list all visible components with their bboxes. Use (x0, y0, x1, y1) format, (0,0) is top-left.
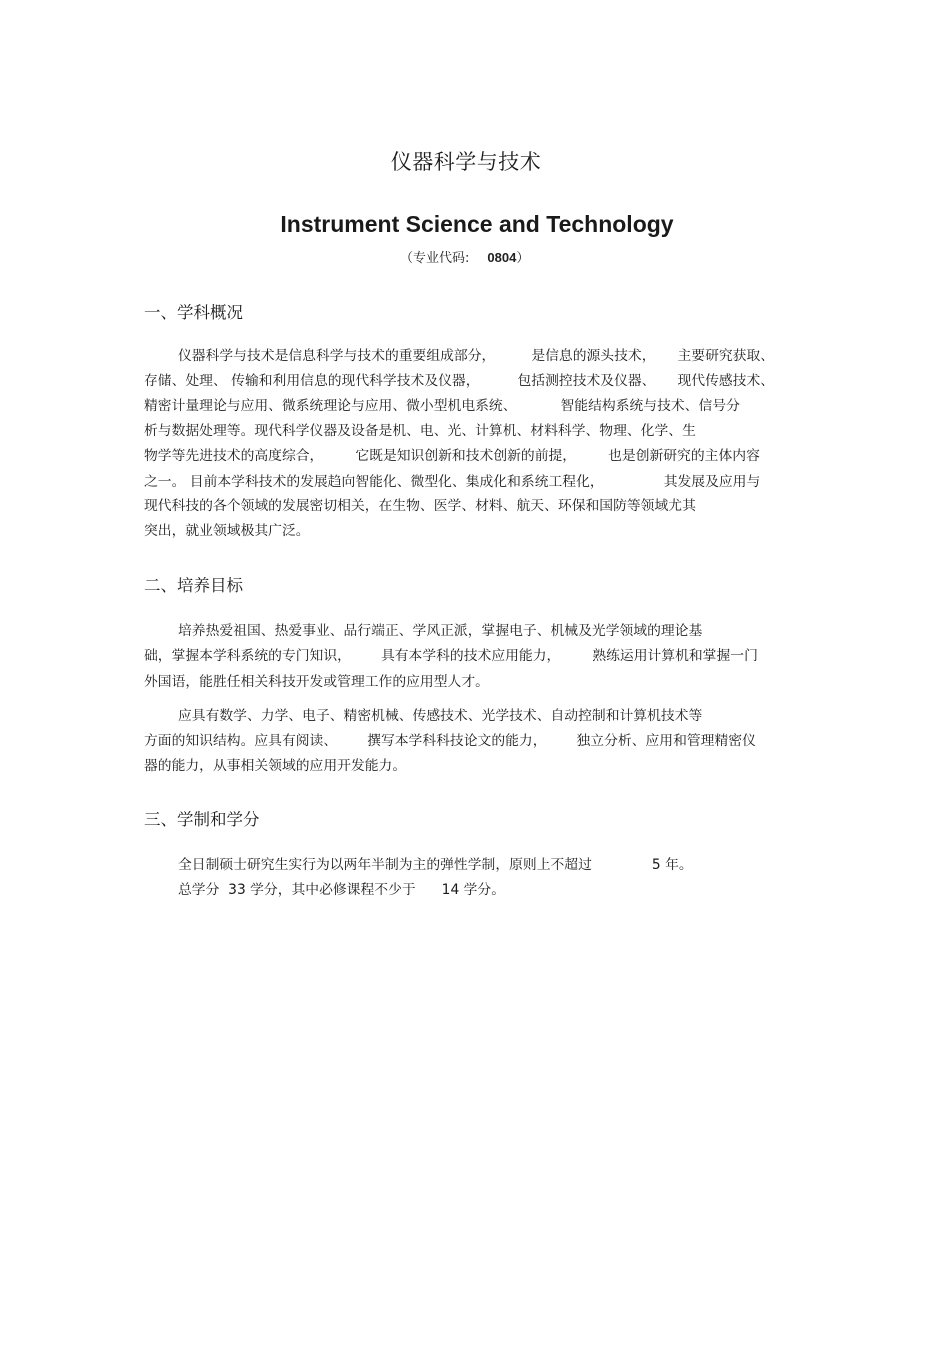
overview-line (144, 425, 696, 439)
goals-line (144, 760, 406, 774)
text-segment: 主要研究获取、 (677, 348, 775, 364)
text-segment: 突出，就业领域极其广泛。 (144, 523, 310, 539)
text-segment: 之一。 目前本学科技术的发展趋向智能化、微型化、集成化和系统工程化， (144, 474, 604, 490)
text-segment: 现代传感技术、 (677, 373, 775, 389)
goals-line (144, 735, 756, 749)
overview-line (178, 350, 774, 364)
text-segment: 培养热爱祖国、热爱事业、品行端正、学风正派，掌握电子、机械及光学领域的理论基 (178, 623, 703, 639)
discipline-code-close: ） (516, 251, 530, 266)
text-segment: 14 学分。 (441, 882, 506, 898)
section-heading-goals: 二、培养目标 (144, 576, 243, 595)
goals-line (144, 676, 489, 690)
overview-line (144, 450, 760, 464)
text-segment: 方面的知识结构。应具有阅读、 (144, 733, 338, 749)
discipline-code (400, 247, 529, 266)
goals-line (178, 710, 702, 724)
text-segment: 物学等先进技术的高度综合， (144, 448, 324, 464)
text-segment: 它既是知识创新和技术创新的前提， (355, 448, 577, 464)
text-segment: 外国语，能胜任相关科技开发或管理工作的应用型人才。 (144, 674, 489, 690)
overview-line (144, 525, 310, 539)
text-segment: 包括测控技术及仪器、 (517, 373, 656, 389)
goals-line (178, 625, 702, 639)
text-segment: 熟练运用计算机和掌握一门 (592, 648, 758, 664)
text-segment: 全日制硕士研究生实行为以两年半制为主的弹性学制，原则上不超过 (178, 857, 592, 873)
text-segment: 独立分析、应用和管理精密仪 (576, 733, 756, 749)
discipline-code-label: （专业代码: (400, 251, 470, 266)
overview-line (144, 400, 740, 414)
page-title-chinese: 仪器科学与技术 (390, 150, 542, 174)
text-segment: 现代科技的各个领域的发展密切相关，在生物、医学、材料、航天、环保和国防等领域尤其 (144, 498, 696, 514)
text-segment: 仪器科学与技术是信息科学与技术的重要组成部分， (178, 348, 496, 364)
overview-line (144, 476, 760, 490)
section-heading-credits: 三、学制和学分 (144, 810, 260, 829)
text-segment: 具有本学科的技术应用能力， (380, 648, 561, 664)
text-segment: 也是创新研究的主体内容 (608, 448, 760, 464)
text-segment: 精密计量理论与应用、微系统理论与应用、微小型机电系统、 (144, 398, 517, 414)
goals-line (144, 650, 758, 664)
text-segment: 5 年。 (651, 857, 693, 873)
text-segment: 撰写本学科科技论文的能力， (367, 733, 547, 749)
text-segment: 存储、处理、 传输和利用信息的现代科学技术及仪器， (144, 373, 480, 389)
overview-line (144, 375, 774, 389)
overview-line (144, 500, 696, 514)
text-segment: 器的能力，从事相关领域的应用开发能力。 (144, 758, 407, 774)
text-segment: 应具有数学、力学、电子、精密机械、传感技术、光学技术、自动控制和计算机技术等 (178, 708, 703, 724)
credits-line (178, 884, 505, 898)
discipline-code-number: 0804 (487, 250, 517, 265)
text-segment: 础，掌握本学科系统的专门知识， (144, 648, 351, 664)
page-title-english: Instrument Science and Technology (280, 211, 674, 237)
text-segment: 是信息的源头技术， (531, 348, 656, 364)
credits-line (178, 859, 693, 873)
section-heading-overview: 一、学科概况 (144, 303, 243, 322)
text-segment: 智能结构系统与技术、信号分 (560, 398, 740, 414)
text-segment: 其发展及应用与 (663, 474, 761, 490)
text-segment: 总学分 33 学分，其中必修课程不少于 (178, 882, 416, 898)
text-segment: 析与数据处理等。现代科学仪器及设备是机、电、光、计算机、材料科学、物理、化学、生 (144, 423, 696, 439)
